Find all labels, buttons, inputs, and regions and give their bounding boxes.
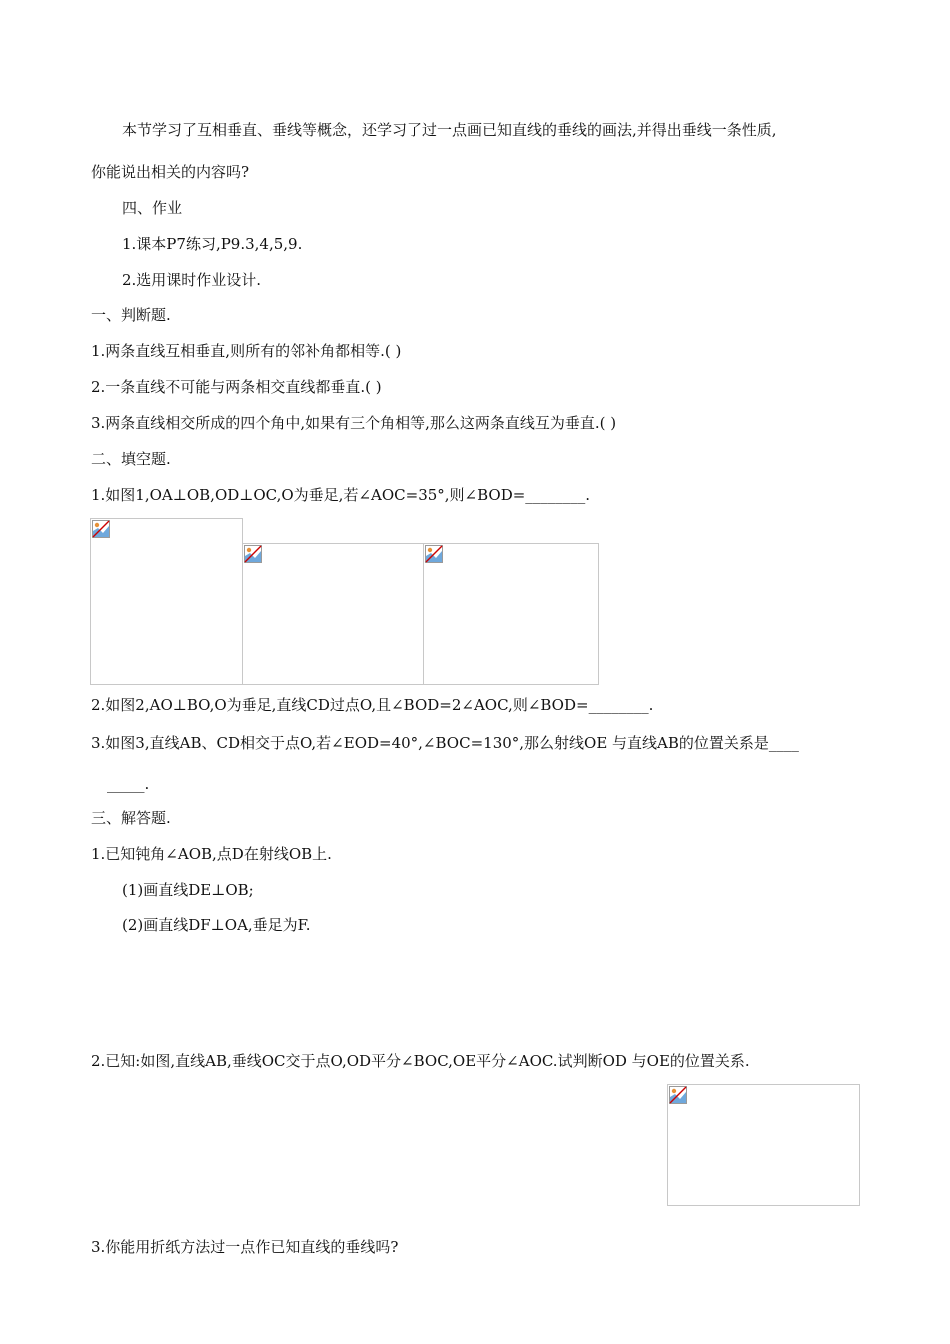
summary-line-1: 本节学习了互相垂直、垂线等概念，还学习了过一点画已知直线的垂线的画法,并得出垂线一条性质, xyxy=(122,121,777,139)
judge-question-1: 1.两条直线互相垂直,则所有的邻补角都相等.( ) xyxy=(91,342,402,360)
figure-2-image xyxy=(242,543,424,685)
figure-3-image xyxy=(423,543,599,685)
homework-heading: 四、作业 xyxy=(122,199,183,217)
homework-item-2: 2.选用课时作业设计. xyxy=(122,271,262,289)
fill-question-3-line-2: _____. xyxy=(107,775,150,793)
broken-image-icon xyxy=(425,545,443,563)
fill-question-1: 1.如图1,OA⊥OB,OD⊥OC,O为垂足,若∠AOC=35°,则∠BOD=________. xyxy=(91,486,591,504)
solve-question-1: 1.已知钝角∠AOB,点D在射线OB上. xyxy=(91,845,332,863)
fill-question-3-line-1: 3.如图3,直线AB、CD相交于点O,若∠EOD=40°,∠BOC=130°,那么射线OE 与直线AB的位置关系是____ xyxy=(91,734,799,752)
homework-item-1: 1.课本P7练习,P9.3,4,5,9. xyxy=(122,235,303,253)
solve-question-1-part-1: (1)画直线DE⊥OB; xyxy=(122,881,254,899)
figure-1-image xyxy=(90,518,243,685)
summary-line-2: 你能说出相关的内容吗? xyxy=(91,163,250,181)
solve-figure-image xyxy=(667,1084,860,1206)
broken-image-icon xyxy=(244,545,262,563)
solve-heading: 三、解答题. xyxy=(91,809,171,827)
judge-question-2: 2.一条直线不可能与两条相交直线都垂直.( ) xyxy=(91,378,382,396)
solve-question-2: 2.已知:如图,直线AB,垂线OC交于点O,OD平分∠BOC,OE平分∠AOC.试判断OD 与OE的位置关系. xyxy=(91,1052,750,1070)
judge-heading: 一、判断题. xyxy=(91,306,171,324)
judge-question-3: 3.两条直线相交所成的四个角中,如果有三个角相等,那么这两条直线互为垂直.( ) xyxy=(91,414,617,432)
broken-image-icon xyxy=(92,520,110,538)
fill-heading: 二、填空题. xyxy=(91,450,171,468)
fill-question-2: 2.如图2,AO⊥BO,O为垂足,直线CD过点O,且∠BOD=2∠AOC,则∠BOD=________. xyxy=(91,696,654,714)
broken-image-icon xyxy=(669,1086,687,1104)
solve-question-1-part-2: (2)画直线DF⊥OA,垂足为F. xyxy=(122,916,311,934)
solve-question-3: 3.你能用折纸方法过一点作已知直线的垂线吗? xyxy=(91,1238,399,1256)
